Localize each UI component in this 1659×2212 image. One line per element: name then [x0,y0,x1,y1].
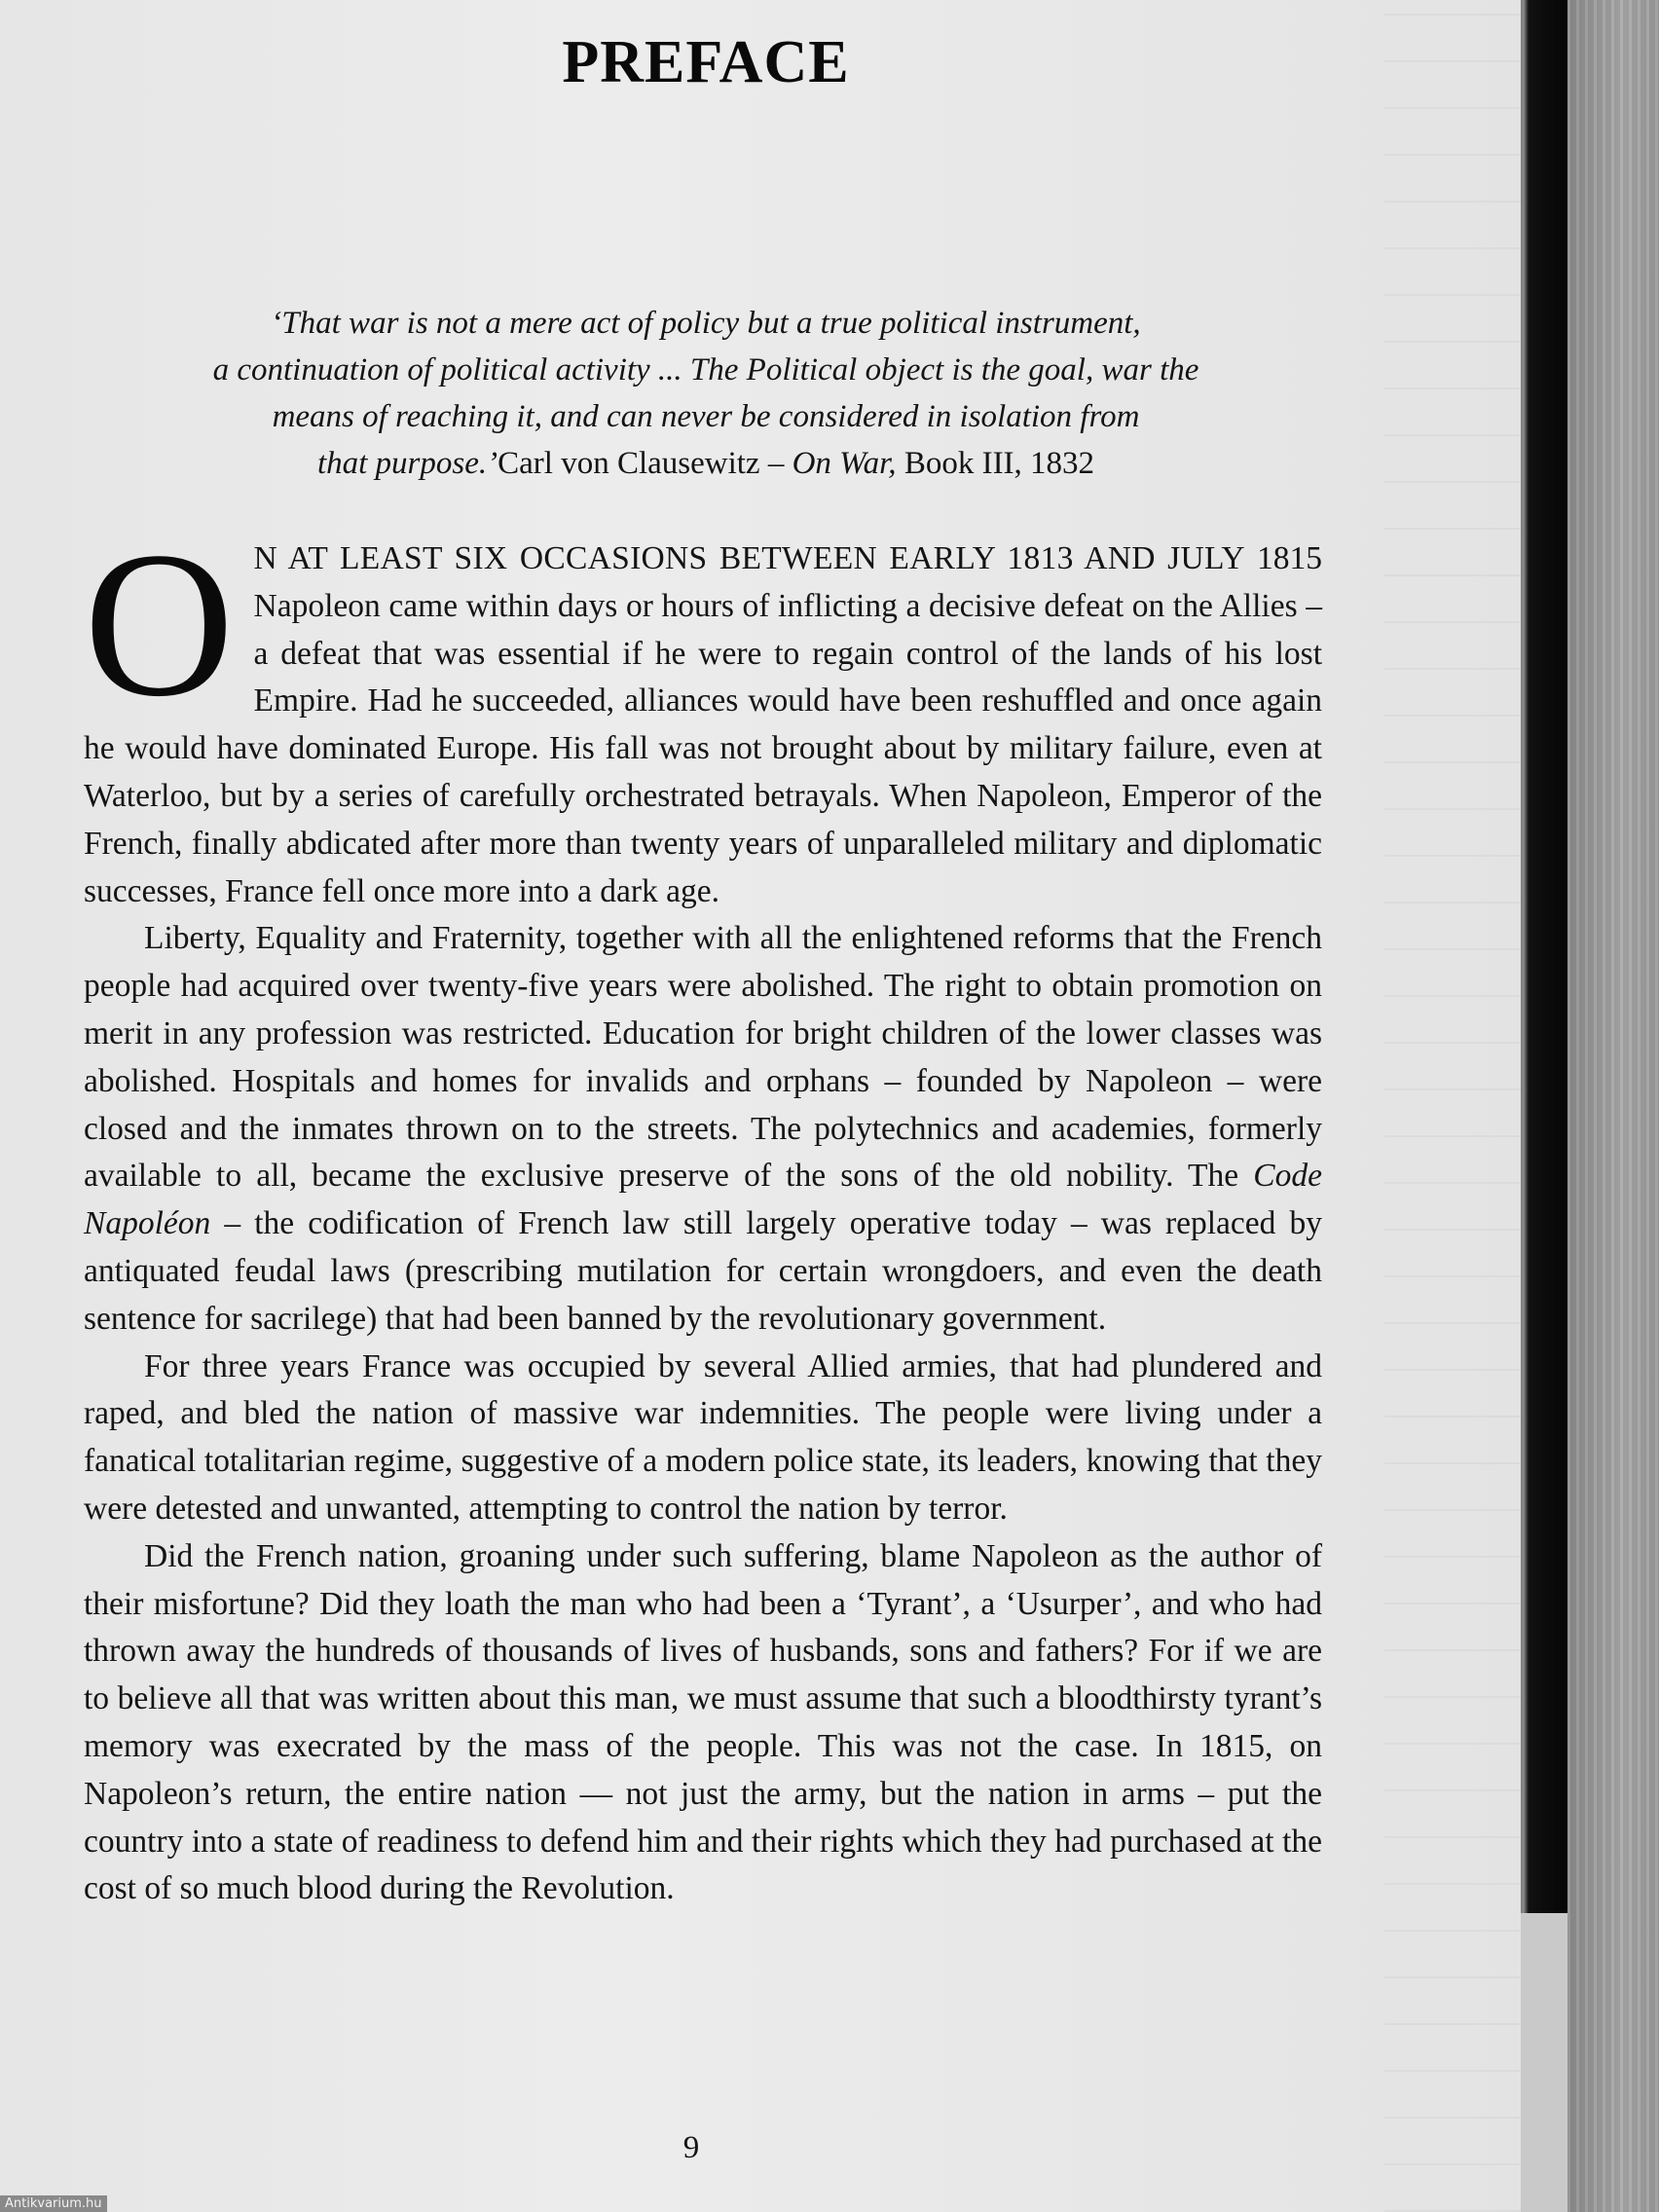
book-edge-lower [1521,1913,1567,2212]
epigraph-quote-end: that purpose.’ [316,446,498,481]
background-surface [1567,0,1659,2212]
paragraph-3: For three years France was occupied by several Allied armies, that had plundered and raped, and bled the nation of massive war indemnities. The people were living under a fanatical totalitarian regime, suggestive of a modern police state, its leaders, knowing that they were detested and unwanted, attempting to control the nation by terror. [84,1347,1322,1527]
paragraph-2-part-b: – the codification of French law still largely operative today – was replaced by antiquated feudal laws (prescribing mutilation for certain wrongdoers, and even the death sentence for sacrilege) that had been banned by the revolutionary government. [84,1205,1322,1337]
book-edge-shadow [1521,0,1567,1913]
drop-cap: O [84,509,235,740]
epigraph-work-title: On War, [792,446,897,481]
body-text [84,509,1322,1913]
watermark: Antikvarium.hu [0,2195,107,2212]
paragraph-1 [84,509,1322,915]
paragraph-2 [84,915,1322,1343]
paragraph-1-rest: 1815 Napoleon came within days or hours of inflicting a decisive defeat on the Allies – a defeat that was essential if he were to regain control of the lands of his lost Empire. Had he succeeded, alliances would have been reshuffled and once again he would have dominated Europe. His fall was not brought about by military failure, even at Waterloo, but by a series of carefully orchestrated betrayals. When Napoleon, Emperor of the French, finally abdicated after more than twenty years of unparalleled military and diplomatic successes, France fell once more into a dark age. [84,540,1322,909]
epigraph-last-line [127,440,1285,487]
code-napoleon-italic: Code Napoléon [84,1158,1322,1242]
bleed-through-texture [1384,0,1521,2212]
epigraph-attribution: Carl von Clausewitz – [498,446,793,481]
epigraph-line: ‘That war is not a mere act of policy but a true political instrument, [271,306,1141,341]
paragraph-1-lead: N AT LEAST SIX OCCASIONS BETWEEN EARLY 1813 AND JULY [253,540,1245,576]
epigraph-line: means of reaching it, and can never be considered in isolation from [272,399,1140,434]
epigraph-source-detail: Book III, 1832 [896,446,1095,481]
chapter-title: PREFACE [562,29,850,95]
paragraph-4: Did the French nation, groaning under such suffering, blame Napoleon as the author of their misfortune? Did they loath the man who had been a ‘Tyrant’, a ‘Usurper’, and who had thrown away the hundreds of thousands of lives of husbands, sons and fathers? For if we are to believe all that was written about this man, we must assume that such a bloodthirsty tyrant’s memory was execrated by the mass of the people. This was not the case. In 1815, on Napoleon’s return, the entire nation — not just the army, but the nation in arms – put the country into a state of readiness to defend him and their rights which they had purchased at the cost of so much blood during the Revolution. [84,1537,1322,1907]
epigraph [127,300,1285,487]
page-number: 9 [682,2130,700,2165]
epigraph-line: a continuation of political activity ... The Political object is the goal, war the [212,352,1199,387]
paragraph-2-part-a: Liberty, Equality and Fraternity, together with all the enlightened reforms that the French people had acquired over twenty-five years were abolished. The right to obtain promotion on merit in any profession was restricted. Education for bright children of the lower classes was abolished. Hospitals and homes for invalids and orphans – founded by Napoleon – were closed and the inmates thrown on to the streets. The polytechnics and academies, formerly available to all, became the exclusive preserve of the sons of the old nobility. The [84,920,1322,1195]
